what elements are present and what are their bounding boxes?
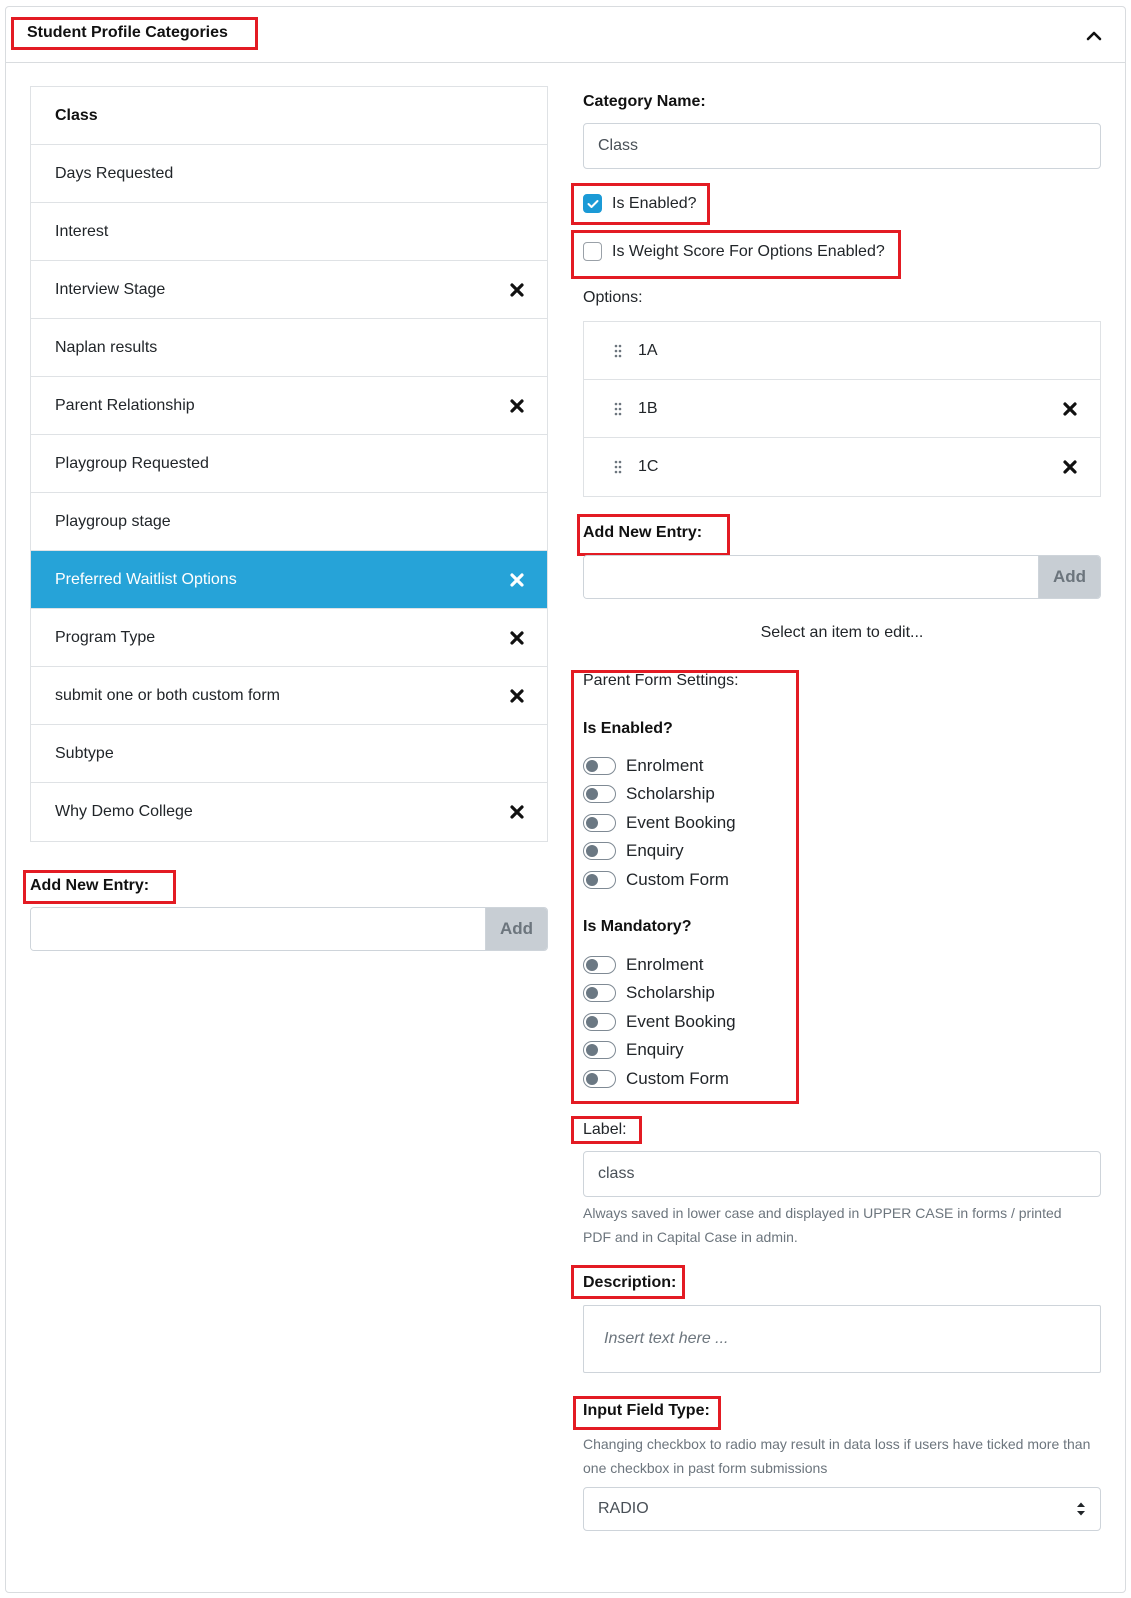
close-icon[interactable] [509,630,525,646]
category-item[interactable] [31,203,547,261]
category-label: Why Demo College [55,803,193,820]
category-item-active[interactable] [31,551,547,609]
toggle-label: Enquiry [626,1040,684,1059]
card-header [6,7,1125,63]
category-item[interactable] [31,261,547,319]
toggle-label: Scholarship [626,784,715,803]
option-label: 1C [638,458,659,475]
is-enabled-checkbox[interactable] [583,194,602,213]
toggle-label: Enrolment [626,756,704,775]
toggle-label: Enrolment [626,955,704,974]
left-add-button[interactable]: Add [485,908,547,950]
category-label: submit one or both custom form [55,686,280,704]
close-icon[interactable] [1062,401,1078,417]
category-label: Playgroup Requested [55,454,209,472]
toggle-label: Event Booking [626,813,736,832]
enabled-event-booking-toggle[interactable] [583,814,616,832]
enabled-custom-form-row [583,869,729,891]
input-field-type-select[interactable] [583,1487,1101,1531]
left-add-entry-label: Add New Entry: [30,877,150,894]
mandatory-event-booking-toggle[interactable] [583,1013,616,1031]
category-label: Class [55,106,98,124]
collapse-button[interactable] [1081,23,1107,49]
mandatory-enrolment-toggle[interactable] [583,956,616,974]
options-label: Options: [583,289,643,306]
toggle-label: Custom Form [626,1069,729,1088]
weight-score-checkbox[interactable] [583,242,602,261]
close-icon[interactable] [1062,459,1078,475]
right-add-button[interactable]: Add [1038,556,1100,598]
category-item[interactable] [31,87,547,145]
mandatory-event-booking-row [583,1011,736,1033]
is-enabled-row [583,194,697,213]
category-item[interactable] [31,377,547,435]
description-placeholder: Insert text here ... [604,1330,729,1347]
is-enabled-label: Is Enabled? [612,194,697,212]
option-item[interactable] [584,380,1100,438]
select-item-hint: Select an item to edit... [760,624,924,641]
enabled-custom-form-toggle[interactable] [583,871,616,889]
enabled-enrolment-toggle[interactable] [583,757,616,775]
select-value: RADIO [598,1500,649,1517]
close-icon[interactable] [509,572,525,588]
option-item[interactable] [584,438,1100,496]
enabled-event-booking-row [583,812,736,834]
parent-form-settings-title: Parent Form Settings: [583,672,739,689]
category-item[interactable] [31,493,547,551]
card-title: Student Profile Categories [27,24,228,41]
category-label: Program Type [55,628,156,646]
mandatory-enquiry-toggle[interactable] [583,1041,616,1059]
category-item[interactable] [31,319,547,377]
drag-handle-icon[interactable] [612,401,624,417]
mandatory-heading: Is Mandatory? [583,918,692,935]
mandatory-custom-form-toggle[interactable] [583,1070,616,1088]
enabled-enquiry-toggle[interactable] [583,842,616,860]
drag-handle-icon[interactable] [612,459,624,475]
toggle-label: Event Booking [626,1012,736,1031]
category-label: Subtype [55,744,114,762]
category-label: Naplan results [55,338,158,356]
options-list [583,321,1101,497]
category-label: Playgroup stage [55,512,171,530]
enabled-scholarship-toggle[interactable] [583,785,616,803]
select-caret-icon [1076,1501,1086,1517]
mandatory-custom-form-row [583,1068,729,1090]
close-icon[interactable] [509,804,525,820]
mandatory-enquiry-row [583,1039,684,1061]
enabled-heading: Is Enabled? [583,720,673,737]
left-add-entry-input[interactable] [31,908,485,950]
label-help-text: Always saved in lower case and displayed in UPPER CASE in forms / printed PDF and in Capital Case in admin. [583,1205,1062,1245]
description-label: Description: [583,1274,677,1291]
right-add-entry-label: Add New Entry: [583,524,703,541]
option-item[interactable] [584,322,1100,380]
category-item[interactable] [31,725,547,783]
check-icon [587,199,599,209]
category-name-input[interactable] [583,123,1101,169]
input-field-type-help: Changing checkbox to radio may result in data loss if users have ticked more than one checkbox in past form submissions [583,1436,1091,1476]
category-item[interactable] [31,609,547,667]
category-label: Interest [55,222,109,240]
option-label: 1B [638,399,658,417]
mandatory-enrolment-row [583,954,703,976]
weight-score-row [583,242,885,261]
close-icon[interactable] [509,688,525,704]
chevron-up-icon [1086,31,1102,41]
category-list [30,86,548,842]
toggle-label: Custom Form [626,870,729,889]
enabled-enrolment-row [583,755,703,777]
close-icon[interactable] [509,282,525,298]
option-label: 1A [638,341,658,359]
category-item[interactable] [31,783,547,841]
category-item[interactable] [31,667,547,725]
weight-score-label: Is Weight Score For Options Enabled? [612,242,885,260]
label-field-label: Label: [583,1121,627,1138]
category-label: Interview Stage [55,280,166,298]
category-name-label: Category Name: [583,93,706,110]
category-item[interactable] [31,435,547,493]
right-add-entry-group [583,555,1101,599]
input-field-type-label: Input Field Type: [583,1402,710,1419]
right-add-entry-input[interactable] [584,556,1038,598]
enabled-scholarship-row [583,783,715,805]
drag-handle-icon[interactable] [612,343,624,359]
toggle-label: Scholarship [626,983,715,1002]
mandatory-scholarship-toggle[interactable] [583,984,616,1002]
category-label: Parent Relationship [55,396,195,414]
category-label: Days Requested [55,164,174,182]
toggle-label: Enquiry [626,841,684,860]
close-icon[interactable] [509,398,525,414]
description-textarea[interactable] [583,1305,1101,1373]
category-label: Preferred Waitlist Options [55,570,237,588]
enabled-enquiry-row [583,840,684,862]
category-item[interactable] [31,145,547,203]
mandatory-scholarship-row [583,982,715,1004]
label-input[interactable] [583,1151,1101,1197]
left-add-entry-group [30,907,548,951]
